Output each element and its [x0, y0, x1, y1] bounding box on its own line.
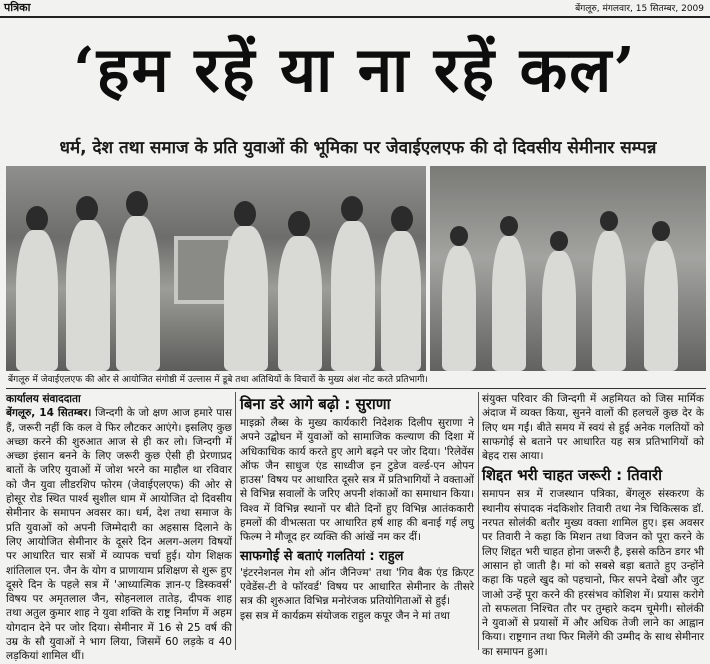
byline: कार्यालय संवाददाता [6, 393, 81, 405]
column-divider [478, 392, 479, 650]
masthead: पत्रिका [4, 1, 31, 14]
header-rule [0, 16, 710, 18]
column-divider [235, 392, 236, 650]
subheading-surana: बिना डरे आगे बढ़ो : सुराणा [240, 395, 391, 413]
article-column-1 [6, 392, 232, 664]
column-2-text-1: माइक्रो लैब्स के मुख्य कार्यकारी निदेशक दिलीप सुराणा ने अपने उद्बोधन में युवाओं को सामाजिक कल्याण की दिशा में अधिकाधिक कार्य करते हुए आगे बढ़ने पर जोर दिया। 'रिलेवेंस ऑफ जैन साधुज एंड साध्वीज इन टुडेज वर्ल्ड-एन ओपन हाउस' विषय पर आधारित दूसरे सत्र में प्रतिभागियों ने वक्ताओं से विभिन्न सवालों के जरिए अपनी शंकाओं का समाधान किया। विश्व में विभिन्न स्थानों पर बीते दिनों हुए विभिन्न आतंककारी हमलों की वीभत्सता पर आधारित हर्ष शाह की बनाई गई लघु फिल्म ने मौजूद हर व्यक्ति की आंखें नम कर दीं। [240, 417, 474, 544]
subheading-tiwari: शिद्दत भरी चाहत जरूरी : तिवारी [482, 466, 662, 485]
column-2-text-2: 'इंटरनेशनल गेम शो ऑन जैनिज्म' तथा 'गिव बैक एंड क्रिएट एवेडेंस-टी वे फॉरवर्ड' विषय पर आधारित सेमीनार के तीसरे सत्र की शुरुआत विभिन्न मनोरंजक प्रतियोगिताओं से हुई। [240, 566, 474, 608]
audience-photo [430, 166, 706, 371]
header-dateline: बेंगलूरु, मंगलवार, 15 सितम्बर, 2009 [575, 4, 704, 14]
column-3-text-1: संयुक्त परिवार की जिन्दगी में अहमियत को जिस मार्मिक अंदाज में व्यक्त किया, सुनने वालों की हलचलें कुछ देर के लिए थम गईं। बीते समय में स्वयं से हुई अनेक गलतियों को साफगोई से बताने पर आधारित यह सत्र प्रतिभागियों को बेहद रास आया। [482, 393, 704, 463]
caption-rule [6, 388, 706, 389]
column-3-text-2: समापन सत्र में राजस्थान पत्रिका, बेंगलूरु संस्करण के स्थानीय संपादक नंदकिशोर तिवारी तथा नेत्र चिकित्सक डॉ. नरपत सोलंकी बतौर मुख्य वक्ता शामिल हुए। इस अवसर पर तिवारी ने कहा कि मिशन तथा विजन को पूरा करने के लिए शिद्दत भरी चाहत होना जरूरी है, इससे कठिन डगर भी आसान हो जाती है। मां को सबसे बड़ा बताते हुए उन्होंने कहा कि पहले खुद को पहचानो, फिर सपने देखो और जुट जाओ उन्हें पूरा करने की हरसंभव कोशिश में। प्रयास करोगे तो सफलता निश्चित तौर पर तुम्हारे कदम चूमेगी। सोलंकी ने युवाओं से प्रयासों में और अधिक तेजी लाने का आह्वान किया। राष्ट्रगान तथा फिर मिलेंगे की उम्मीद के साथ सेमीनार का समापन हुआ। [482, 488, 704, 658]
headline: ‘हम रहें या ना रहें कल’ [73, 33, 637, 106]
article-column-2 [240, 392, 474, 623]
column-2-text-3: इस सत्र में कार्यक्रम संयोजक राहुल कपूर जैन ने मां तथा [240, 609, 450, 622]
subheading-rahul: साफगोई से बताएं गलतियां : राहुल [240, 548, 404, 564]
photo-caption: बेंगलूरु में जेवाईएलएफ की ओर से आयोजित संगोष्ठी में उल्लास में डूबे तथा अतिथियों के विचारों के मुख्य अंश नोट करते प्रतिभागी। [8, 375, 428, 385]
subheadline: धर्म, देश तथा समाज के प्रति युवाओं की भूमिका पर जेवाईएलएफ की दो दिवसीय सेमीनार सम्पन्न [59, 138, 657, 158]
article-column-3 [482, 392, 704, 659]
group-photo [6, 166, 426, 371]
page-header [0, 0, 710, 16]
article-dateline: बेंगलूरु, 14 सितम्बर। [6, 407, 92, 420]
photo-strip [6, 166, 706, 371]
column-1-text: जिन्दगी के जो क्षण आज हमारे पास हैं, जरूरी नहीं कि कल वे फिर लौटकर आएंगे। इसलिए कुछ अच्छा करने की शुरुआत आज से ही कर लो। जिन्दगी में अच्छा इंसान बनने के लिए जरूरी कुछ ऐसी ही प्रेरणाप्रद बातों के जरिए युवाओं में जोश भरने का माहौल था रविवार को जैन युवा लीडरशिप फोरम (जेवाईएलएफ) की ओर से होसूर रोड स्थित पार्श्व सुशील धाम में आयोजित दो दिवसीय सेमीनार के समापन अवसर का। धर्म, देश तथा समाज के प्रति युवाओं को अपनी जिम्मेदारी का अहसास दिलाने के लिए आयोजित सेमीनार के दूसरे दिन अलग-अलग विषयों पर आधारित चार सत्रों में व्यापक चर्चा हुई। योग शिक्षक शांतिलाल एन. जैन के योग व प्राणायाम प्रशिक्षण से शुरू हुए दूसरे दिन के पहले सत्र में 'आध्यात्मिक ज्ञान-ए डिस्कवर्स' विषय पर अमृतलाल जैन, सोहनलाल तातेड़, दीपक शाह तथा अतुल कुमार शाह ने युवा शक्ति के राष्ट्र निर्माण में अहम योगदान देने पर जोर दिया। सेमीनार में 16 से 25 वर्ष की उम्र के सौ युवाओं ने भाग लिया, जिसमें 60 लड़के व 40 लड़कियां शामिल थीं। [6, 407, 232, 663]
